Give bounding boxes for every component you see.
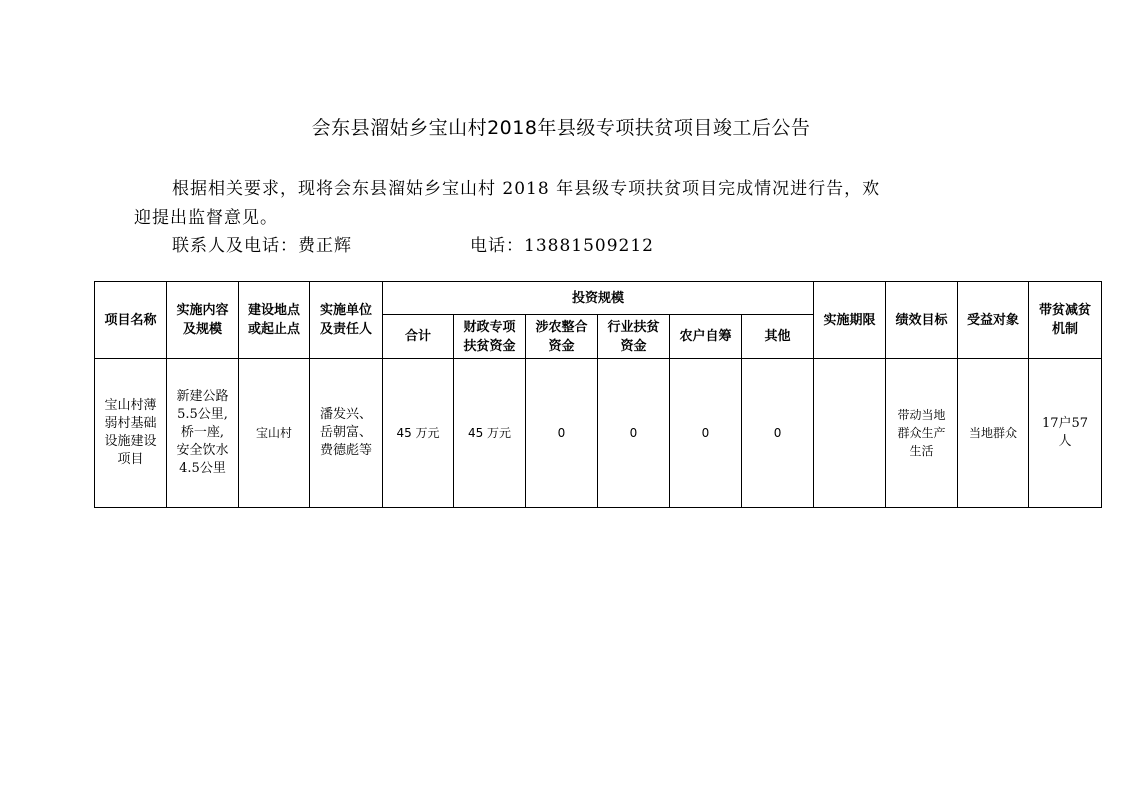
header-investment: 投资规模 xyxy=(383,282,814,315)
cell-agri: 0 xyxy=(526,359,598,508)
cell-beneficiary: 当地群众 xyxy=(958,359,1029,508)
header-agri: 涉农整合资金 xyxy=(526,315,598,359)
header-beneficiary: 受益对象 xyxy=(958,282,1029,359)
cell-other: 0 xyxy=(742,359,814,508)
header-project-name: 项目名称 xyxy=(95,282,167,359)
header-content: 实施内容及规模 xyxy=(167,282,239,359)
cell-industry: 0 xyxy=(598,359,670,508)
intro-line-2: 迎提出监督意见。 xyxy=(134,208,278,228)
header-industry: 行业扶贫资金 xyxy=(598,315,670,359)
cell-unit: 潘发兴、岳朝富、费德彪等 xyxy=(310,359,383,508)
contact-phone: 电话：13881509212 xyxy=(470,236,654,256)
page-title: 会东县溜姑乡宝山村2018年县级专项扶贫项目竣工后公告 xyxy=(311,117,811,139)
cell-content: 新建公路5.5公里,桥一座,安全饮水4.5公里 xyxy=(167,359,239,508)
cell-mechanism: 17户57人 xyxy=(1029,359,1102,508)
header-mechanism: 带贫减贫机制 xyxy=(1029,282,1102,359)
intro-line-1: 根据相关要求，现将会东县溜姑乡宝山村 2018 年县级专项扶贫项目完成情况进行告，欢 xyxy=(172,179,881,199)
cell-fiscal: 45 万元 xyxy=(454,359,526,508)
header-row-1 xyxy=(95,282,1102,315)
header-other: 其他 xyxy=(742,315,814,359)
cell-farmer: 0 xyxy=(670,359,742,508)
cell-location: 宝山村 xyxy=(239,359,310,508)
cell-goal: 带动当地群众生产生活 xyxy=(886,359,958,508)
cell-total: 45 万元 xyxy=(383,359,454,508)
table-row xyxy=(95,359,1102,508)
header-farmer: 农户自筹 xyxy=(670,315,742,359)
header-goal: 绩效目标 xyxy=(886,282,958,359)
cell-period xyxy=(814,359,886,508)
contact-person: 联系人及电话：费正辉 xyxy=(172,236,352,256)
project-table xyxy=(94,281,1102,508)
header-unit: 实施单位及责任人 xyxy=(310,282,383,359)
header-location: 建设地点或起止点 xyxy=(239,282,310,359)
header-fiscal: 财政专项扶贫资金 xyxy=(454,315,526,359)
cell-project-name: 宝山村薄弱村基础设施建设项目 xyxy=(95,359,167,508)
header-total: 合计 xyxy=(383,315,454,359)
header-period: 实施期限 xyxy=(814,282,886,359)
